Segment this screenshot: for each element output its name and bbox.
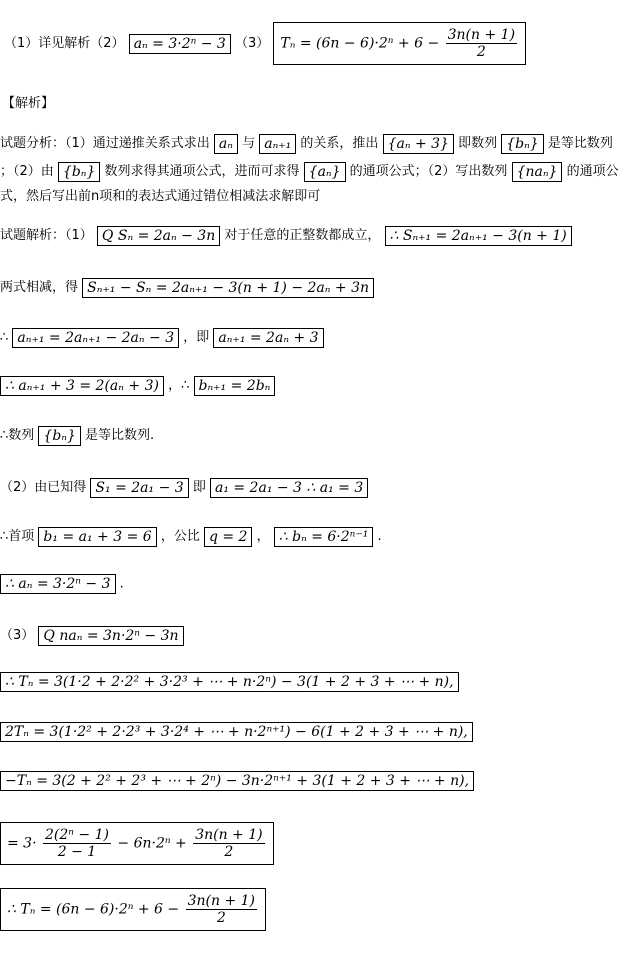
solution-line-10 [0,672,459,692]
solution-s6-d: a₁ = 2a₁ − 3 ∴ a₁ = 3 [210,478,368,498]
solution-s12: −Tₙ = 3(2 + 2² + 2³ + ⋯ + 2ⁿ) − 3n·2ⁿ⁺¹ + 3(1 + 2 + 3 + ⋯ + n), [0,771,474,791]
solution-line-7 [0,525,382,547]
solution-line-14 [0,888,266,931]
solution-s1-c: 对于任意的正整数都成立， [224,228,381,243]
answer-part1-text: （1）详见解析（2） [4,36,125,51]
solution-s5-b: {bₙ} [38,426,80,446]
solution-s1-d: ∴ Sₙ₊₁ = 2aₙ₊₁ − 3(n + 1) [385,226,572,246]
analysis-l1-e: 的关系，推出 [300,136,379,151]
answer-line [4,22,526,65]
analysis-l2-g: 的通项公 [566,164,619,179]
solution-s13-formula [0,822,274,865]
solution-line-12 [0,771,474,791]
solution-s14-formula [0,888,266,931]
solution-line-11 [0,722,473,742]
solution-s14-num: 3n(n + 1) [187,893,255,909]
solution-s4-b: ，∴ [168,378,190,393]
solution-s13-den1: 2 − 1 [57,844,97,860]
solution-line-1 [0,224,572,246]
solution-s14-fraction [186,893,257,926]
solution-s14-a: ∴ Tₙ = (6n − 6)·2ⁿ + 6 − [7,901,180,918]
solution-s2-b: Sₙ₊₁ − Sₙ = 2aₙ₊₁ − 3(n + 1) − 2aₙ + 3n [82,278,374,298]
solution-line-2 [0,276,374,298]
solution-line-3 [0,326,324,348]
analysis-l2-f: {naₙ} [512,162,563,182]
solution-s13-num1: 2(2ⁿ − 1) [45,827,109,843]
analysis-l2-c: 数列求得其通项公式，进而可求得 [104,164,300,179]
answer-tn-formula [273,22,526,65]
answer-an-formula: aₙ = 3·2ⁿ − 3 [129,34,231,54]
solution-s1-b: Q Sₙ = 2aₙ − 3n [97,226,220,246]
solution-line-5 [0,424,154,446]
answer-tn-denominator: 2 [476,44,486,60]
analysis-l2-b: {bₙ} [58,162,100,182]
analysis-l1-c: 与 [242,136,256,151]
analysis-l1-a: 试题分析：（1）通过递推关系式求出 [0,136,210,151]
analysis-l1-h: {bₙ} [501,134,543,154]
solution-s7-b: b₁ = a₁ + 3 = 6 [38,527,156,547]
analysis-l1-i: 是等比数列 [547,136,613,151]
solution-s11: 2Tₙ = 3(1·2² + 2·2³ + 3·2⁴ + ⋯ + n·2ⁿ⁺¹) − 6(1 + 2 + 3 + ⋯ + n), [0,722,473,742]
analysis-l2-a: ；（2）由 [0,164,54,179]
solution-s13-fraction-1 [43,827,111,860]
solution-s6-b: S₁ = 2a₁ − 3 [90,478,188,498]
solution-s7-d: q = 2 [204,527,253,547]
analysis-l1-g: 即数列 [458,136,498,151]
answer-tn-numerator: 3n(n + 1) [447,27,516,43]
answer-part3-text: （3） [234,36,270,51]
solution-s5-a: ∴数列 [0,428,35,443]
answer-tn-left: Tₙ = (6n − 6)·2ⁿ + 6 − [280,35,440,52]
solution-s13-den2: 2 [224,844,234,860]
solution-s6-c: 即 [192,480,206,495]
solution-s4-a: ∴ aₙ₊₁ + 3 = 2(aₙ + 3) [0,376,164,396]
solution-s4-c: bₙ₊₁ = 2bₙ [194,376,276,396]
solution-line-9 [0,624,184,646]
solution-s7-f: ∴ bₙ = 6·2ⁿ⁻¹ [274,527,374,547]
solution-s8-a: ∴ aₙ = 3·2ⁿ − 3 [0,574,116,594]
solution-s3-d: aₙ₊₁ = 2aₙ + 3 [213,328,323,348]
analysis-l2-d: {aₙ} [304,162,346,182]
solution-s5-c: 是等比数列. [85,428,155,443]
solution-s7-c: ，公比 [160,529,200,544]
analysis-line-3: 式，然后写出前n项和的表达式通过错位相减法求解即可 [0,189,321,204]
answer-tn-fraction [446,27,517,60]
solution-s13-b: − 6n·2ⁿ + [117,835,187,852]
solution-s1-a: 试题解析：（1） [0,228,93,243]
analysis-l2-e: 的通项公式；（2）写出数列 [349,164,508,179]
solution-s7-a: ∴首项 [0,529,35,544]
solution-s13-fraction-2 [193,827,264,860]
solution-s10: ∴ Tₙ = 3(1·2 + 2·2² + 3·2³ + ⋯ + n·2ⁿ) − 3(1 + 2 + 3 + ⋯ + n), [0,672,459,692]
solution-s13-num2: 3n(n + 1) [195,827,263,843]
solution-s6-a: （2）由已知得 [0,480,87,495]
solution-s3-c: ，即 [183,330,210,345]
solution-line-8 [0,574,124,594]
analysis-line-1 [0,132,613,154]
solution-s8-b: . [119,576,124,592]
section-heading: 【解析】 [2,96,55,111]
analysis-line-2 [0,160,619,182]
solution-line-13 [0,822,274,865]
solution-s3-a: ∴ [0,330,9,345]
solution-s2-a: 两式相减，得 [0,280,79,295]
solution-s3-b: aₙ₊₁ = 2aₙ₊₁ − 2aₙ − 3 [12,328,179,348]
solution-line-6 [0,476,368,498]
analysis-l1-b: aₙ [214,134,238,154]
solution-s9-b: Q naₙ = 3n·2ⁿ − 3n [38,626,183,646]
solution-s7-g: . [377,529,382,544]
solution-s9-a: （3） [0,628,35,643]
solution-s7-e: ， [256,529,270,544]
solution-line-4 [0,374,275,396]
analysis-l1-d: aₙ₊₁ [259,134,296,154]
solution-s14-den: 2 [216,910,226,926]
analysis-l1-f: {aₙ + 3} [383,134,454,154]
solution-s13-a: = 3· [7,835,37,852]
